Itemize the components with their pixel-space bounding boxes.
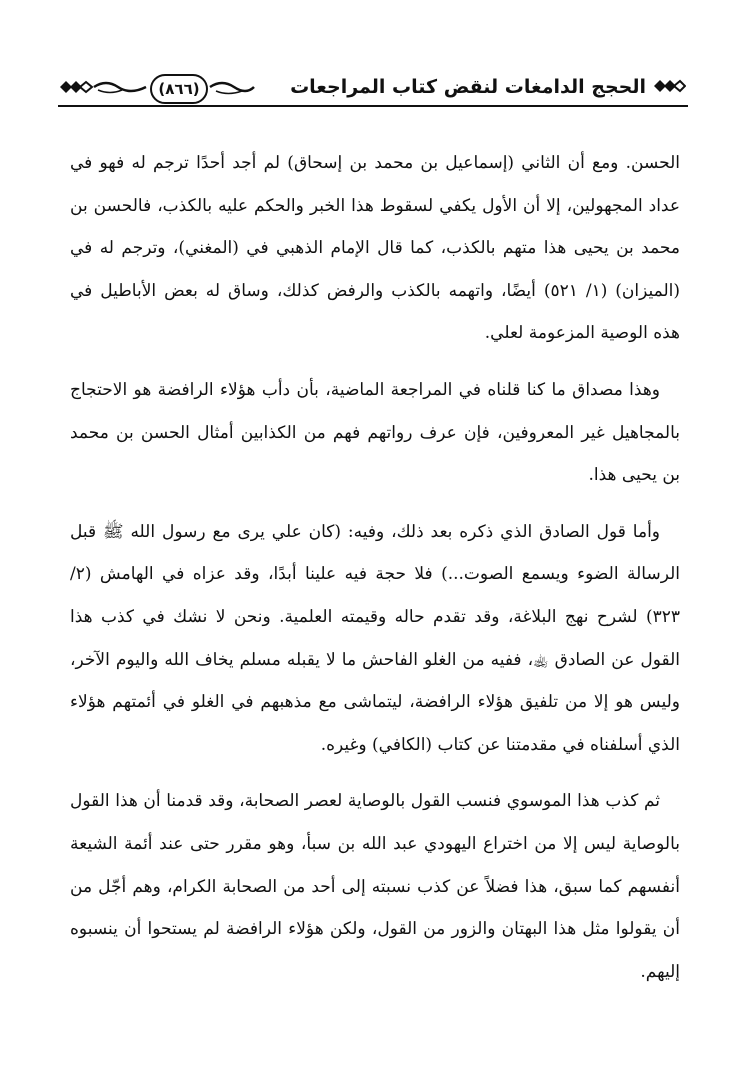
book-title: الحجج الدامغات لنقض كتاب المراجعات [290,76,646,98]
paragraph: وهذا مصداق ما كنا قلناه في المراجعة الماضية، بأن دأب هؤلاء الرافضة هو الاحتجاج بالمجاهيل غير المعروفين، فإن عرف رواتهم فهم من الكذابين أمثال الحسن بن محمد بن يحيى هذا. [70,379,680,486]
paragraph: وأما قول الصادق الذي ذكره بعد ذلك، وفيه: (كان علي يرى مع رسول الله ﷺ قبل الرسالة الضوء ويسمع الصوت...) فلا حجة فيه علينا أبدًا، وقد عزاه في الهامش (٢/ ٣٢٣) لشرح نهج البلاغة، وقد تقدم حاله وقيمته العلمية. ونحن لا نشك في كذب هذا القول عن الصادق ﵀، ففيه من الغلو الفاحش ما لا يقبله مسلم يخاف الله واليوم الآخر، وليس هو إلا من تلفيق هؤلاء الرافضة، ليتماشى مع مذهبهم في الغلو في أئمتهم هؤلاء الذي أسلفناه في مقدمتنا عن كتاب (الكافي) وغيره. [70,521,680,755]
ornament-icon [58,78,150,96]
paragraph: الحسن. ومع أن الثاني (إسماعيل بن محمد بن إسحاق) لم أجد أحدًا ترجم له فهو في عداد المجهولين، إلا أن الأول يكفي لسقوط هذا الخبر والحكم عليه بالكذب، فالحسن بن محمد بن يحيى هذا متهم بالكذب، كما قال الإمام الذهبي في (المغني)، وترجم له في (الميزان) (١/ ٥٢١) أيضًا، واتهمه بالكذب والرفض كذلك، وساق له بعض الأباطيل في هذه الوصية المزعومة لعلي. [70,153,681,344]
page-number-group [58,70,258,104]
main-text [70,142,680,993]
page-header [58,62,688,106]
ornament-icon [208,78,256,96]
ornament-icon [652,78,686,94]
paragraph: ثم كذب هذا الموسوي فنسب القول بالوصاية لعصر الصحابة، وقد قدمنا أن هذا القول بالوصاية ليس إلا من اختراع اليهودي عبد الله بن سبأ، وهو مقرر حتى عند أئمة الشيعة أنفسهم كما سبق، هذا فضلاً عن كذب نسبته إلى أحد من الصحابة الكرام، وهم أجّل من أن يقولوا مثل هذا البهتان والزور من القول، ولكن هؤلاء الرافضة لم يستحوا أن ينسبوه إليهم. [70,791,680,982]
header-divider [58,105,688,107]
page-number: (٨٦٦) [150,74,208,104]
